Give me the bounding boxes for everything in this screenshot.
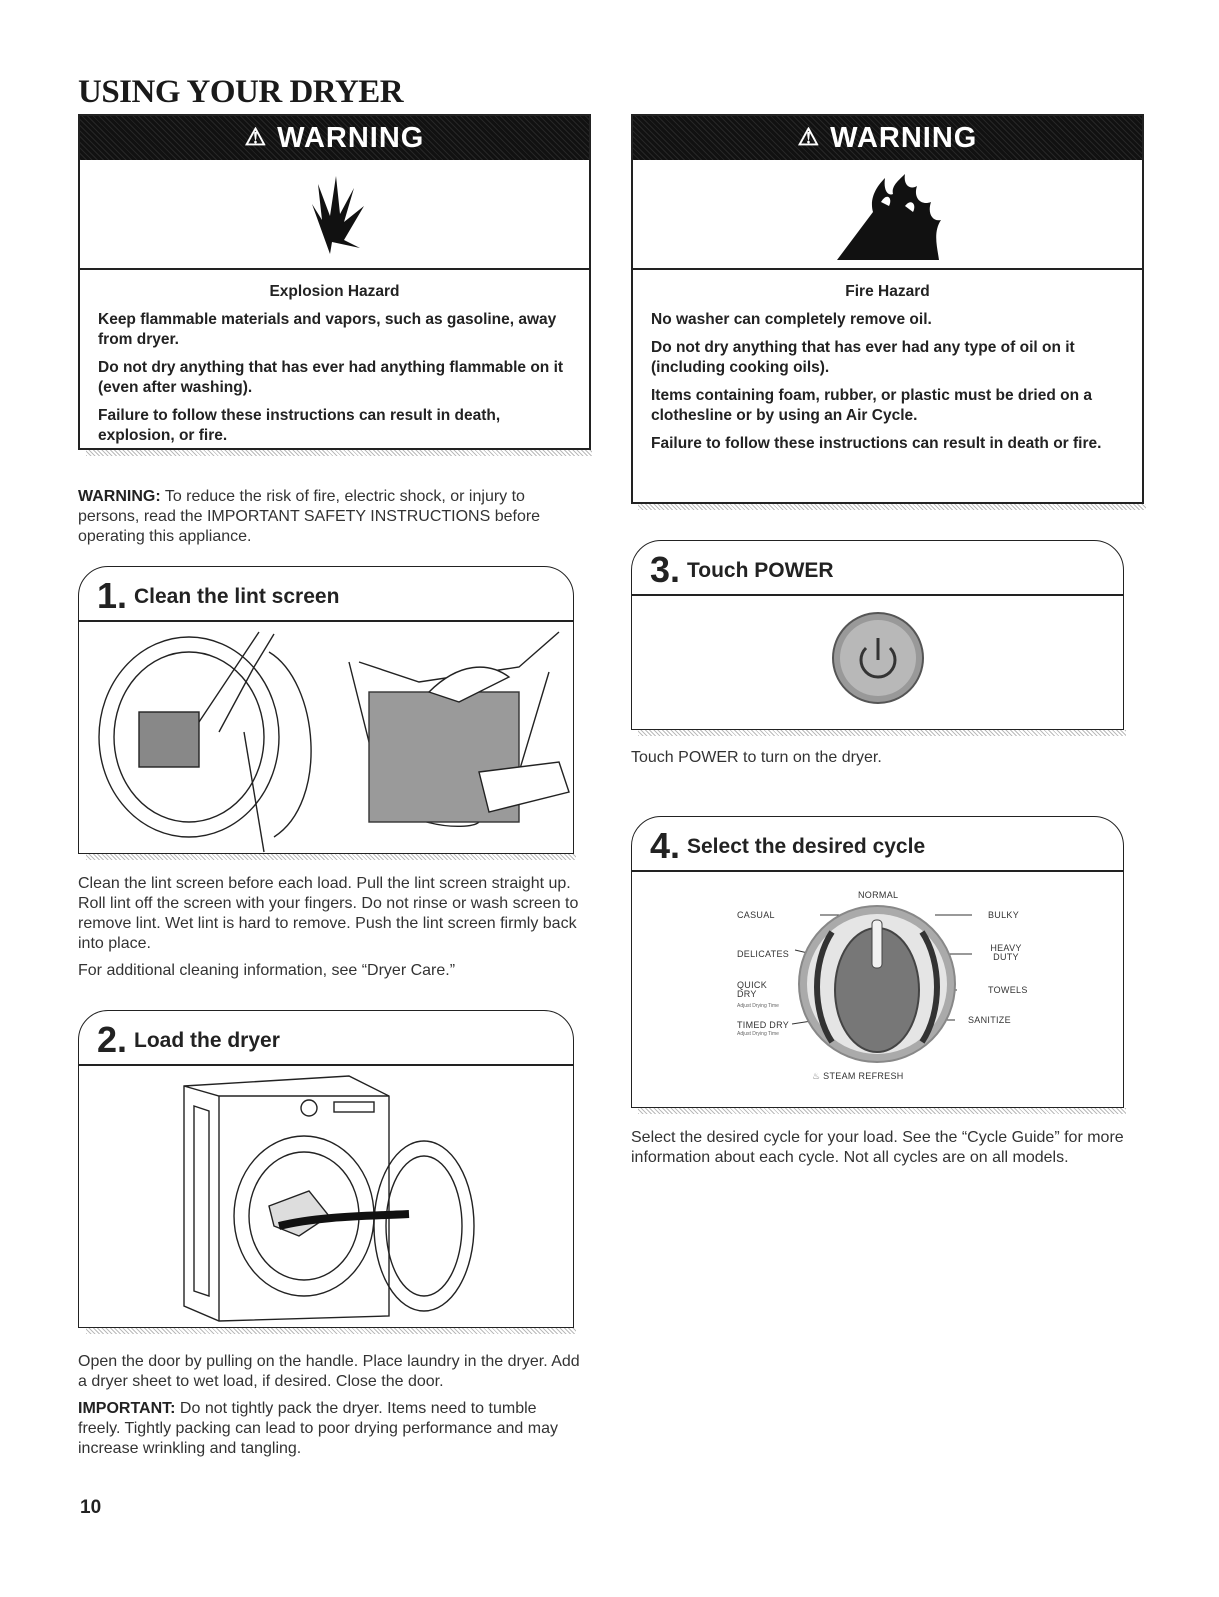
warning-text-fire (631, 272, 1144, 504)
step-4-text (631, 1128, 1126, 1175)
step-title: Load the dryer (134, 1029, 280, 1052)
cycle-heavy-duty[interactable]: HEAVY DUTY (990, 943, 1022, 962)
step-1-panel (78, 566, 574, 854)
cycle-towels[interactable]: TOWELS (988, 985, 1028, 995)
cycle-dial[interactable] (632, 872, 1125, 1107)
warning-text-explosion (78, 272, 591, 450)
step-3-panel (631, 540, 1124, 730)
page-number: 10 (80, 1497, 102, 1518)
cycle-delicates[interactable]: DELICATES (737, 949, 790, 959)
steam-refresh-option[interactable] (812, 1071, 904, 1082)
step-2-text (78, 1352, 583, 1466)
warning-line: No washer can completely remove oil. (651, 311, 932, 328)
warning-line: Do not dry anything that has ever had any type of oil on it (including cooking oils). (651, 339, 1075, 376)
step-title: Touch POWER (687, 559, 834, 582)
warning-line: Keep flammable materials and vapors, such as gasoline, away from dryer. (98, 311, 557, 348)
important-text: Do not tightly pack the dryer. Items need to tumble freely. Tightly packing can lead to poor drying performance and may increase wrinkling and tangling. (78, 1400, 558, 1457)
step-number: 2. (97, 1019, 128, 1060)
step-paragraph: Open the door by pulling on the handle. Place laundry in the dryer. Add a dryer sheet to wet load, if desired. Close the door. (78, 1353, 580, 1390)
steam-refresh-label: STEAM REFRESH (823, 1071, 904, 1081)
hazard-title: Explosion Hazard (269, 283, 400, 300)
step-title: Clean the lint screen (134, 585, 340, 608)
fire-icon (833, 172, 943, 262)
step-4-panel (631, 816, 1124, 1108)
explosion-icon-area (80, 160, 589, 270)
safety-note-label: WARNING: (78, 488, 161, 505)
step-number: 4. (650, 825, 681, 866)
warning-header (633, 116, 1142, 160)
hazard-title: Fire Hazard (845, 283, 930, 300)
fire-icon-area (633, 160, 1142, 270)
lint-screen-illustration (79, 622, 573, 854)
warning-line: Do not dry anything that has ever had anything flammable on it (even after washing). (98, 359, 564, 396)
warning-line: Failure to follow these instructions can result in death or fire. (651, 435, 1102, 452)
cycle-timed-dry[interactable]: TIMED DRY (737, 1020, 790, 1030)
step-important (78, 1399, 583, 1459)
cycle-timed-dry-sub: Adjust Drying Time (737, 1031, 779, 1037)
page-title: USING YOUR DRYER (78, 74, 404, 110)
warning-box-explosion (78, 114, 591, 274)
cycle-normal[interactable]: NORMAL (858, 890, 899, 900)
dryer-loading-illustration (79, 1066, 573, 1328)
step-3-text (631, 748, 1136, 775)
step-2-panel (78, 1010, 574, 1328)
step-number: 3. (650, 549, 681, 590)
cycle-bulky[interactable]: BULKY (988, 910, 1020, 920)
step-paragraph: Select the desired cycle for your load. See the “Cycle Guide” for more information about each cycle. Not all cycles are on all models. (631, 1129, 1124, 1166)
warning-header (80, 116, 589, 160)
step-title: Select the desired cycle (687, 835, 926, 858)
warning-line: Failure to follow these instructions can result in death, explosion, or fire. (98, 407, 501, 444)
warning-box-fire (631, 114, 1144, 274)
cycle-casual[interactable]: CASUAL (737, 910, 775, 920)
step-paragraph: For additional cleaning information, see “Dryer Care.” (78, 962, 456, 979)
steam-icon: ♨ (812, 1071, 824, 1081)
explosion-icon (292, 176, 372, 256)
warning-triangle-icon: ⚠ (797, 124, 821, 151)
safety-note (78, 487, 588, 547)
safety-note-text: To reduce the risk of fire, electric shock, or injury to persons, read the IMPORTANT SAFETY INSTRUCTIONS before operating this appliance. (78, 488, 541, 545)
power-icon (828, 608, 928, 708)
warning-header-label: WARNING (830, 122, 978, 154)
cycle-quick-dry[interactable]: QUICK DRY (737, 980, 768, 999)
warning-line: Items containing foam, rubber, or plastic must be dried on a clothesline or by using an Air Cycle. (651, 387, 1092, 424)
step-paragraph: Touch POWER to turn on the dryer. (631, 749, 882, 766)
important-label: IMPORTANT: (78, 1400, 176, 1417)
cycle-sanitize[interactable]: SANITIZE (968, 1015, 1011, 1025)
step-number: 1. (97, 575, 128, 616)
step-paragraph: Clean the lint screen before each load. Pull the lint screen straight up. Roll lint off the screen with your fingers. Do not rinse or wash screen to remove lint. Wet lint is hard to remove. Push the lint screen firmly back into place. (78, 875, 579, 952)
step-1-text (78, 874, 583, 988)
warning-header-label: WARNING (277, 122, 425, 154)
cycle-quick-dry-sub: Adjust Drying Time (737, 1003, 779, 1009)
warning-triangle-icon: ⚠ (244, 124, 268, 151)
